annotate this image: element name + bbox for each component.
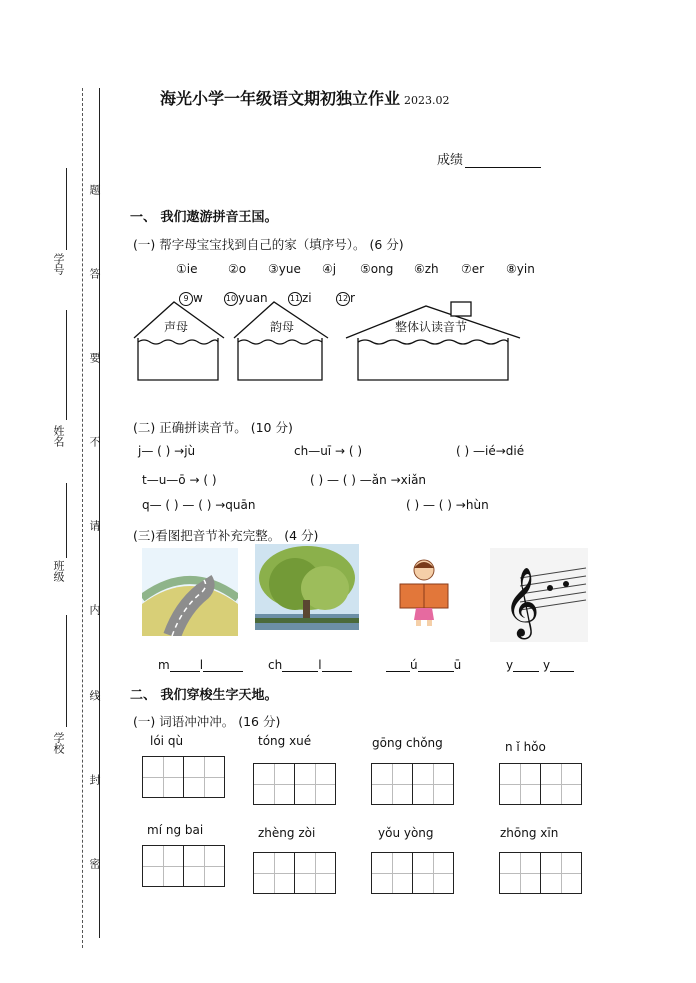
- grid-cell[interactable]: [500, 853, 541, 893]
- word-pinyin: zhōng xīn: [500, 826, 559, 840]
- picture-music-note: [490, 548, 588, 642]
- blank-letter: ú: [410, 658, 418, 672]
- warning-char: 请: [88, 520, 101, 531]
- houses-drawing: [128, 298, 528, 384]
- q2-label: (二) 正确拼读音节。 (10 分): [133, 420, 293, 435]
- option-7: ⑦er: [461, 262, 485, 276]
- option-10-text: yuan: [238, 291, 268, 305]
- q2-item[interactable]: ( ) — ( ) →hùn: [406, 498, 489, 512]
- warning-char: 线: [88, 690, 101, 701]
- q3-blanks-music[interactable]: [506, 658, 574, 672]
- blank-letter: ch: [268, 658, 283, 672]
- grid-cell[interactable]: [254, 764, 295, 804]
- grid-cell[interactable]: [372, 764, 413, 804]
- picture-willow: [255, 544, 359, 630]
- fill-blank[interactable]: [418, 659, 454, 672]
- option-9-number: 9: [179, 292, 193, 306]
- tianzi-grid[interactable]: [142, 845, 225, 887]
- house-label-whole: 整体认读音节: [395, 320, 468, 334]
- warning-char: 要: [88, 352, 101, 363]
- grid-cell[interactable]: [372, 853, 413, 893]
- option-11-number: 11: [288, 292, 302, 306]
- field-student-number: 学号: [52, 253, 65, 275]
- option-12-number: 12: [336, 292, 350, 306]
- warning-char: 密: [88, 858, 101, 869]
- grid-cell[interactable]: [184, 846, 224, 886]
- part2-heading: 二、 我们穿梭生字天地。: [130, 688, 278, 703]
- word-pinyin: tóng xué: [258, 734, 312, 748]
- binding-line-inner: [99, 88, 100, 938]
- warning-char: 内: [88, 604, 101, 615]
- score-blank[interactable]: [465, 154, 541, 168]
- grid-cell[interactable]: [541, 853, 581, 893]
- option-10-number: 10: [224, 292, 238, 306]
- fill-blank[interactable]: [386, 659, 410, 672]
- word-pinyin: n ǐ hǒo: [505, 740, 546, 754]
- tianzi-grid[interactable]: [371, 763, 454, 805]
- grid-cell[interactable]: [184, 757, 224, 797]
- option-5: ⑤ong: [360, 262, 394, 276]
- option-3: ③yue: [268, 262, 301, 276]
- blank-letter: y: [542, 658, 551, 672]
- house-whole-syllables: [346, 302, 520, 380]
- word-pinyin: mí ng bai: [147, 823, 204, 837]
- q3-blanks-road[interactable]: [158, 658, 243, 672]
- q2-item[interactable]: ch—uī → ( ): [294, 444, 363, 458]
- fill-blank[interactable]: [513, 659, 539, 672]
- q1-label: (一) 帮字母宝宝找到自己的家（填序号）。 (6 分): [133, 237, 404, 252]
- grid-cell[interactable]: [541, 764, 581, 804]
- fill-blank[interactable]: [322, 659, 352, 672]
- q2-item[interactable]: q— ( ) — ( ) →quān: [142, 498, 256, 512]
- fill-blank[interactable]: [282, 659, 318, 672]
- grid-cell[interactable]: [143, 846, 184, 886]
- q3-blanks-reading[interactable]: [386, 658, 461, 672]
- blank-letter: l: [199, 658, 204, 672]
- option-2: ②o: [228, 262, 247, 276]
- part1-heading: 一、 我们遨游拼音王国。: [130, 210, 278, 225]
- word-pinyin: gōng chǒng: [372, 736, 443, 750]
- option-8: ⑧yin: [506, 262, 535, 276]
- grid-cell[interactable]: [413, 764, 453, 804]
- fill-blank[interactable]: [170, 659, 200, 672]
- option-11-text: zi: [302, 291, 312, 305]
- grid-cell[interactable]: [254, 853, 295, 893]
- house-label-finals: 韵母: [270, 320, 295, 334]
- title-date: 2023.02: [404, 94, 450, 107]
- field-class: 班级: [52, 560, 65, 582]
- svg-text:𝄞: 𝄞: [504, 567, 540, 637]
- word-pinyin: zhèng zòi: [258, 826, 316, 840]
- house-initials: [134, 302, 224, 380]
- tianzi-grid[interactable]: [499, 852, 582, 894]
- field-underline-number: [66, 168, 67, 250]
- page-title: [160, 86, 450, 109]
- tianzi-grid[interactable]: [371, 852, 454, 894]
- option-1: ①ie: [176, 262, 198, 276]
- word-pinyin: lói qù: [150, 734, 184, 748]
- blank-letter: l: [318, 658, 322, 672]
- grid-cell[interactable]: [295, 853, 335, 893]
- q2-item[interactable]: ( ) — ( ) —ǎn →xiǎn: [310, 473, 427, 487]
- grid-cell[interactable]: [295, 764, 335, 804]
- field-underline-class: [66, 483, 67, 558]
- grid-cell[interactable]: [143, 757, 184, 797]
- house-label-initials: 声母: [164, 320, 189, 334]
- picture-girl-reading: [398, 556, 450, 628]
- score-field[interactable]: [437, 149, 541, 168]
- q2-item[interactable]: ( ) —ié→dié: [456, 444, 525, 458]
- q2-item[interactable]: t—u—ō → ( ): [142, 473, 217, 487]
- tianzi-grid[interactable]: [142, 756, 225, 798]
- field-underline-name: [66, 310, 67, 420]
- score-label: 成绩: [437, 153, 464, 168]
- option-12-text: r: [350, 291, 355, 305]
- q3-blanks-willow[interactable]: [268, 658, 352, 672]
- warning-char: 题: [88, 184, 101, 195]
- q3-label: (三)看图把音节补充完整。 (4 分): [133, 528, 319, 543]
- field-name: 姓名: [52, 425, 65, 447]
- binding-line-outer: [82, 88, 83, 948]
- tianzi-grid[interactable]: [253, 852, 336, 894]
- blank-letter: ū: [453, 658, 462, 672]
- word-pinyin: yǒu yòng: [378, 826, 434, 840]
- grid-cell[interactable]: [413, 853, 453, 893]
- q2-item[interactable]: j— ( ) →jù: [138, 444, 196, 458]
- blank-letter: m: [158, 658, 170, 672]
- field-underline-school: [66, 615, 67, 727]
- picture-road: [142, 548, 238, 636]
- house-finals: [234, 302, 328, 380]
- fill-blank[interactable]: [203, 659, 243, 672]
- page-title-text: 海光小学一年级语文期初独立作业: [160, 89, 401, 108]
- option-9-text: w: [193, 291, 203, 305]
- tianzi-grid[interactable]: [253, 763, 336, 805]
- warning-char: 答: [88, 268, 101, 279]
- option-6: ⑥zh: [414, 262, 439, 276]
- tianzi-grid[interactable]: [499, 763, 582, 805]
- grid-cell[interactable]: [500, 764, 541, 804]
- field-school: 学校: [52, 732, 65, 754]
- fill-blank[interactable]: [550, 659, 574, 672]
- blank-letter: y: [506, 658, 514, 672]
- warning-char: 封: [88, 774, 101, 785]
- warning-char: 不: [88, 436, 101, 447]
- part2-q1-label: (一) 词语冲冲冲。 (16 分): [133, 714, 281, 729]
- option-4: ④j: [322, 262, 337, 276]
